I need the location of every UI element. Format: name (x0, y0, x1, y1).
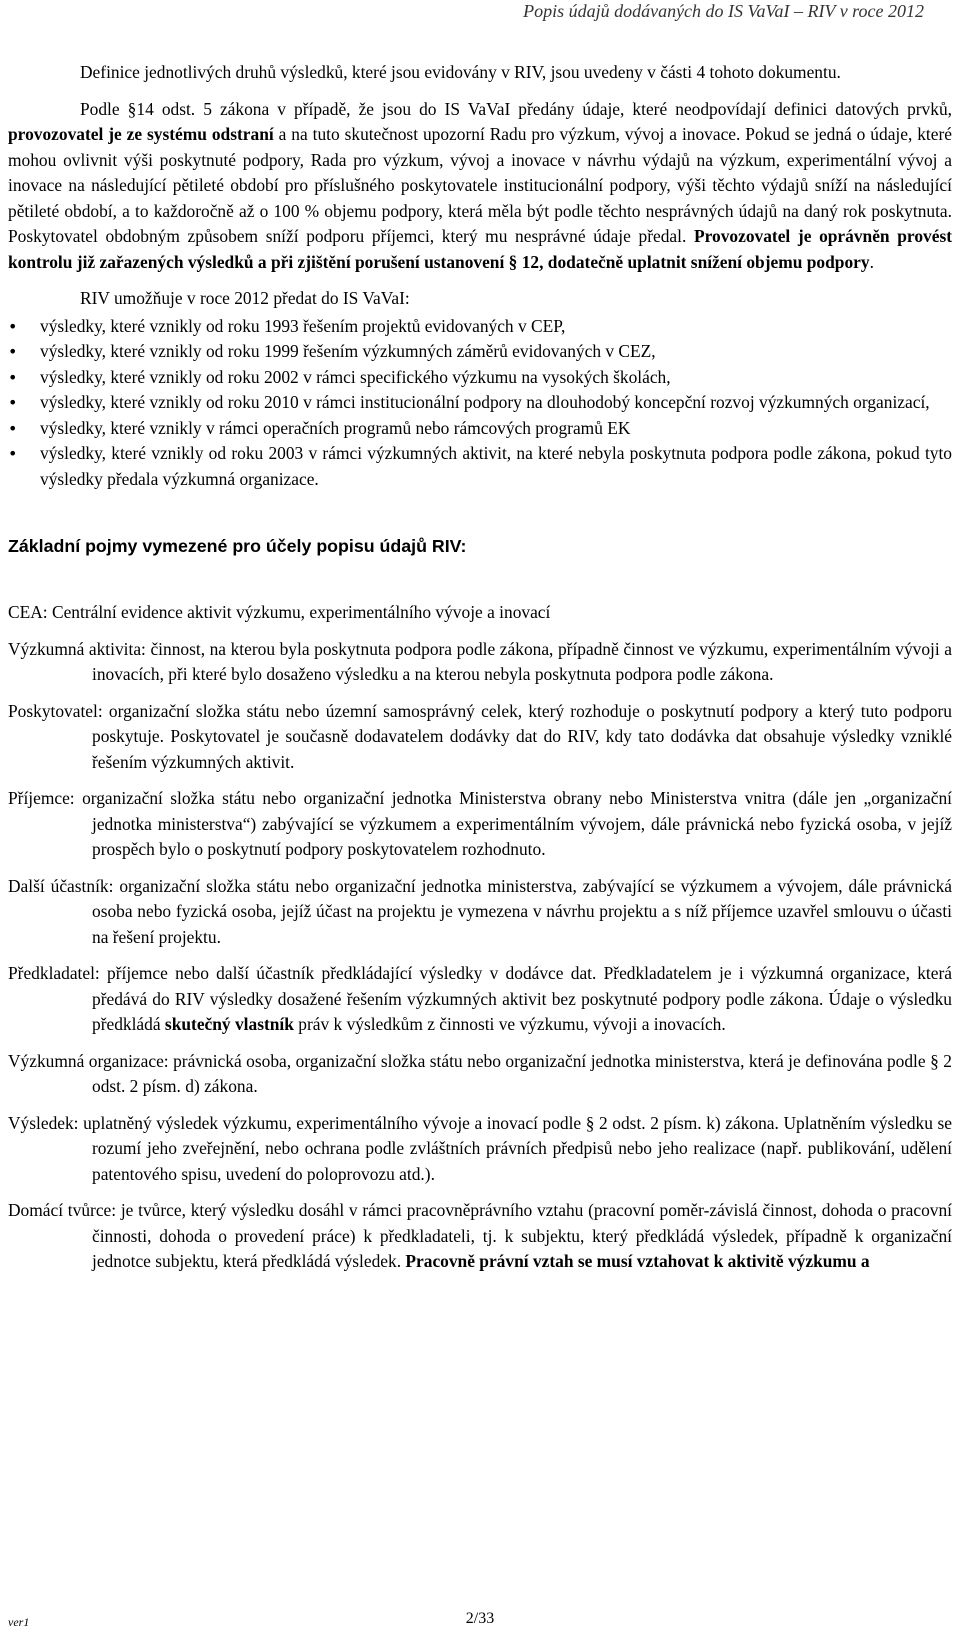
definition-text: Centrální evidence aktivit výzkumu, experimentálního vývoje a inovací (47, 602, 551, 622)
definition-text: organizační složka státu nebo organizační jednotka Ministerstva obrany nebo Ministerstva vnitra (dále jen „organizační jednotka ministerstva“) zabývající se výzkumem a experimentálním vývojem, dále právnická nebo fyzická osoba, v jejíž prospěch bylo o poskytnutí podpory poskytovatelem rozhodnuto. (74, 788, 952, 859)
intro-p2-text-a: Podle (80, 98, 128, 119)
result-types-list (8, 314, 952, 493)
section-sign: § (127, 98, 137, 119)
intro-p2-bold-2a: Provozovatel je oprávněn provést kontrolu již zařazených výsledků a při zjištění porušení ustanovení (8, 226, 953, 272)
intro-paragraph-1 (8, 60, 952, 86)
intro-p2-bold-2b: 12, dodatečně uplatnit snížení objemu podpory (517, 251, 870, 272)
definition-submitter (8, 961, 952, 1038)
definition-term: Příjemce: (8, 788, 75, 808)
definition-text: 2 odst. 2 písm. d) zákona. (92, 1050, 952, 1096)
definition-bold-text: skutečný vlastník (164, 1014, 294, 1034)
list-item: • výsledky, které vznikly od roku 2002 v rámci specifického výzkumu na vysokých školách, (8, 365, 952, 391)
definition-bold-text: Pracovně právní vztah se musí vztahovat k aktivitě výzkumu a (405, 1251, 870, 1271)
intro-paragraph-3 (8, 286, 952, 312)
section-sign: § (508, 251, 518, 272)
intro-p2-text-d: Pokud se jedná o údaje, které mohou ovlivnit výši poskytnuté podpory, Rada pro výzkum, vývoj a inovace v návrhu výdajů na výzkum, experimentální vývoj a inovace na následující pětileté období pro příslušného poskytovatele institucionální podpory, výši těchto výdajů sníží na následující pětileté období, a to každoročně až o 100 % objemu podpory, která měla být podle těchto nesprávných údajů na daný rok poskytnuta. Poskytovatel obdobným způsobem sníží podporu příjemci, který mu nesprávné údaje předal. (8, 124, 952, 246)
list-item: • výsledky, které vznikly od roku 2003 v rámci výzkumných aktivit, na které nebyla poskytnuta podpora podle zákona, pokud tyto výsledky předala výzkumná organizace. (8, 441, 952, 492)
definition-text: práv k výsledkům z činnosti ve výzkumu, vývoji a inovacích. (293, 1014, 726, 1034)
definition-term: Domácí tvůrce: (8, 1200, 117, 1220)
intro-paragraph-2 (8, 97, 952, 276)
list-item: • výsledky, které vznikly od roku 2010 v rámci institucionální podpory na dlouhodobý koncepční rozvoj výzkumných organizací, (8, 390, 952, 416)
section-sign: § (930, 1050, 939, 1071)
definition-recipient (8, 786, 952, 863)
intro-p2-bold-1: provozovatel je ze systému odstraní (8, 124, 274, 144)
definition-research-organization (8, 1049, 952, 1100)
definition-research-activity (8, 637, 952, 688)
definition-term: Výsledek: (8, 1112, 79, 1133)
definition-text: je tvůrce, který výsledku dosáhl v rámci pracovněprávního vztahu (pracovní poměr-závislá činnost, dohoda o pracovní činnosti, dohoda o provedení práce) k předkladateli, tj. k subjektu, který předkládá výsledek, případně k organizační jednotce subjektu, která předkládá výsledek. (92, 1200, 952, 1271)
definition-text: organizační složka státu nebo organizační jednotka ministerstva, zabývající se výzkumem a vývojem, dále právnická osoba nebo fyzická osoba, jejíž účast na projektu je vymezena v návrhu projektu a s níž příjemce uzavřel smlouvu o účasti na řešení projektu. (92, 875, 953, 947)
definitions-list (8, 600, 952, 1275)
definition-domestic-creator (8, 1198, 952, 1275)
definition-text: uplatněný výsledek výzkumu, experimentálního vývoje a inovací podle (78, 1112, 586, 1133)
list-item: • výsledky, které vznikly od roku 1993 řešením projektů evidovaných v CEP, (8, 314, 952, 340)
intro-p3-text: RIV umožňuje v roce 2012 předat do IS VaVaI: (80, 288, 410, 308)
definition-other-participant (8, 874, 952, 951)
footer-version: ver1 (8, 1615, 30, 1629)
section-sign: § (585, 1112, 595, 1133)
definition-text: příjemce nebo další účastník předkládající výsledky v dodávce dat. Předkladatelem je i výzkumná organizace, která předává do RIV výsledky dosažené řešením výzkumných aktivit bez poskytnuté podpory podle zákona. Údaje o výsledku předkládá (92, 963, 952, 1034)
intro-p2-text-b: 14 odst. 5 zákona v případě, že jsou do IS VaVaI předány údaje, které neodpovídají definici datových prvků, (136, 98, 952, 119)
page-footer (0, 1608, 960, 1634)
intro-p2-text-c: a na tuto skutečnost upozorní Radu pro výzkum, vývoj a inovace. (273, 124, 741, 144)
definition-term: Výzkumná aktivita: (8, 638, 146, 659)
list-item: • výsledky, které vznikly od roku 1999 řešením výzkumných záměrů evidovaných v CEZ, (8, 339, 952, 365)
page-header-title: Popis údajů dodávaných do IS VaVaI – RIV v roce 2012 (523, 1, 924, 21)
definition-provider (8, 699, 952, 776)
definition-term: Další účastník: (8, 875, 114, 896)
intro-p1-text: Definice jednotlivých druhů výsledků, které jsou evidovány v RIV, jsou uvedeny v části 4 tohoto dokumentu. (80, 62, 841, 82)
definition-text: organizační složka státu nebo územní samosprávný celek, který rozhoduje o poskytnutí podpory a který tuto podporu poskytuje. Poskytovatel je současně dodavatelem dodávky dat do RIV, kdy tato dodávka dat obsahuje výsledky vzniklé řešením výzkumných aktivit. (92, 700, 952, 772)
intro-p2-text-e: . (869, 251, 874, 272)
definition-term: Poskytovatel: (8, 700, 103, 721)
definition-term: Výzkumná organizace: (8, 1050, 169, 1071)
definition-text: právnická osoba, organizační složka státu nebo organizační jednotka ministerstva, která je definována podle (168, 1050, 931, 1071)
definition-term: Předkladatel: (8, 963, 100, 983)
page-number: 2/33 (465, 1610, 495, 1627)
definition-term: CEA: (8, 602, 48, 622)
definition-text: činnost, na kterou byla poskytnuta podpora podle zákona, případně činnost ve výzkumu, experimentálním vývoji a inovacích, při které bylo dosaženo výsledku a na kterou nebyla poskytnuta podpora podle zákona. (92, 638, 953, 684)
list-item: • výsledky, které vznikly v rámci operačních programů nebo rámcových programů EK (8, 416, 952, 442)
definition-text: 2 odst. 2 písm. k) zákona. Uplatněním výsledku se rozumí jeho zveřejnění, nebo ochrana podle zvláštních právních předpisů nebo jeho realizace (např. publikování, udělení patentového spisu, uvedení do poloprovozu atd.). (92, 1112, 952, 1184)
definition-result (8, 1111, 952, 1188)
definition-cea (8, 600, 952, 626)
section-heading: Základní pojmy vymezené pro účely popisu údajů RIV: (8, 536, 467, 556)
document-body (8, 60, 952, 1286)
